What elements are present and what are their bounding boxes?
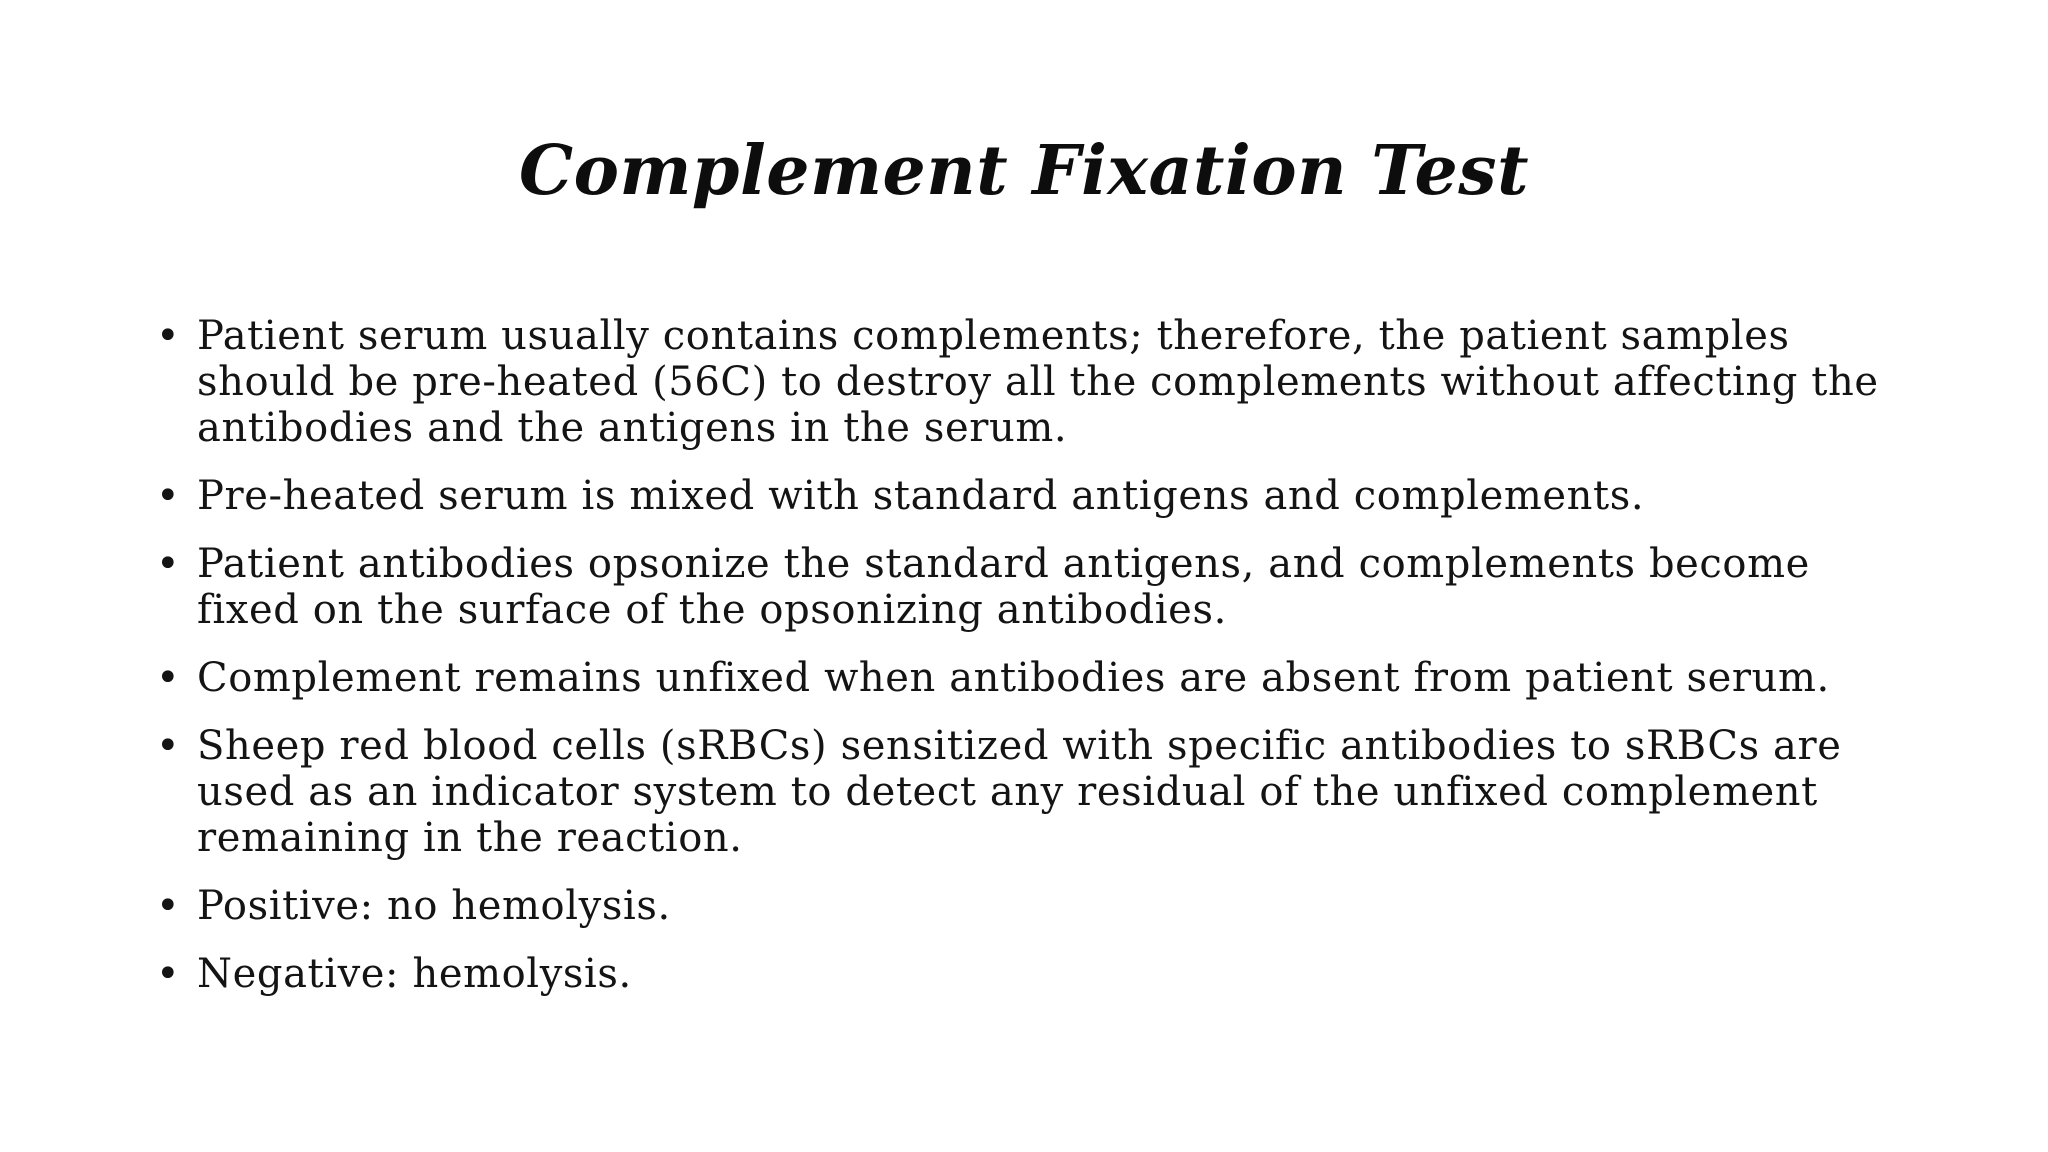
bullet-text: Negative: hemolysis. [197, 951, 632, 997]
bullet-item [152, 883, 1912, 929]
bullet-item [152, 541, 1912, 633]
bullet-dot-icon: • [156, 883, 181, 929]
bullet-dot-icon: • [156, 313, 181, 359]
slide-title: Complement Fixation Test [519, 131, 1529, 211]
bullet-text: Complement remains unfixed when antibodies are absent from patient serum. [197, 655, 1830, 701]
bullet-text: Pre-heated serum is mixed with standard antigens and complements. [197, 473, 1645, 519]
bullet-text: Patient antibodies opsonize the standard antigens, and complements become fixed on the surface of the opsonizing antibodies. [197, 541, 1810, 633]
bullet-text: Patient serum usually contains complements; therefore, the patient samples should be pre-heated (56C) to destroy all the complements without affecting the antibodies and the antigens in the serum. [197, 313, 1879, 451]
bullet-dot-icon: • [156, 951, 181, 997]
bullet-list [152, 313, 1912, 1019]
bullet-text: Positive: no hemolysis. [197, 883, 671, 929]
bullet-dot-icon: • [156, 723, 181, 769]
bullet-text: Sheep red blood cells (sRBCs) sensitized with specific antibodies to sRBCs are used as an indicator system to detect any residual of the unfixed complement remaining in the reaction. [197, 723, 1842, 861]
bullet-item [152, 655, 1912, 701]
bullet-item [152, 951, 1912, 997]
bullet-dot-icon: • [156, 473, 181, 519]
bullet-item [152, 723, 1912, 861]
bullet-item [152, 473, 1912, 519]
bullet-item [152, 313, 1912, 451]
bullet-dot-icon: • [156, 541, 181, 587]
bullet-dot-icon: • [156, 655, 181, 701]
